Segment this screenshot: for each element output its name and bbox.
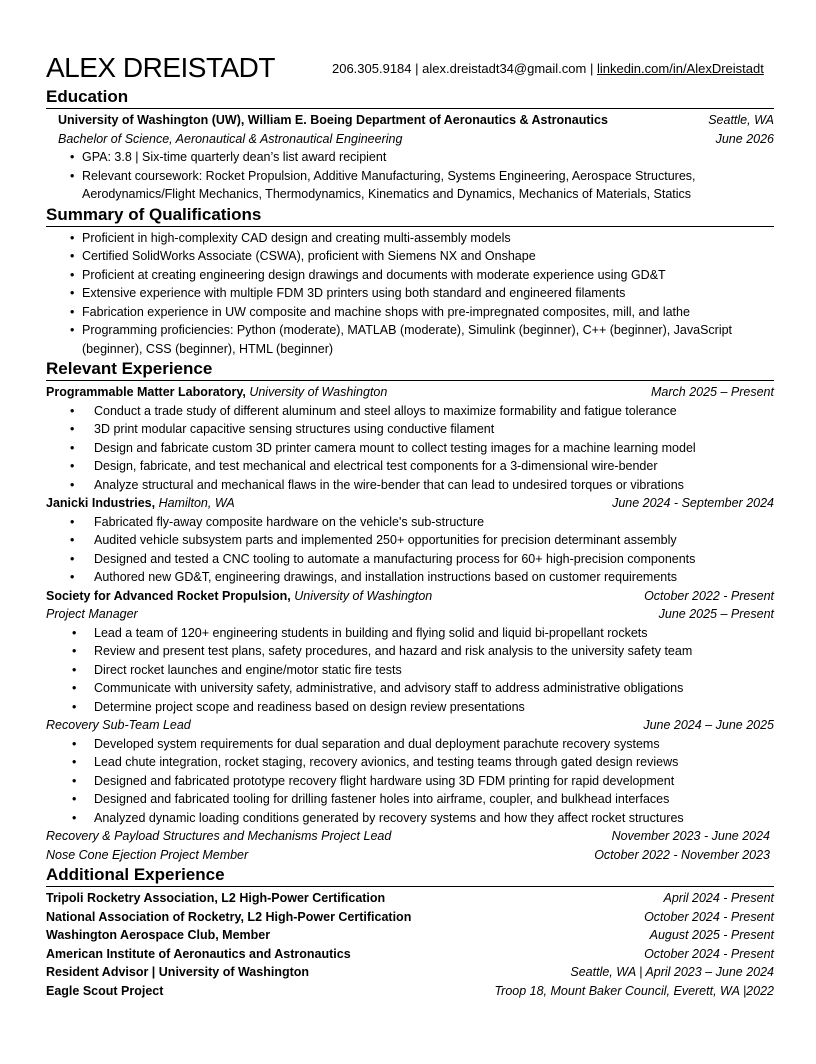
employer: Janicki Industries, (46, 496, 156, 510)
job-header-janicki (46, 494, 774, 513)
contact-line (332, 51, 764, 87)
job-date: June 2024 - September 2024 (612, 496, 774, 510)
role-date: June 2024 – June 2025 (643, 718, 774, 732)
additional-item: Tripoli Rocketry Association, L2 High-Power Certification April 2024 - Present (46, 891, 774, 905)
list-item: • Lead a team of 120+ engineering students in building and flying solid and liquid bi-propellant rockets (46, 624, 774, 643)
qualification-bullets (46, 229, 774, 340)
resume-header (46, 50, 774, 86)
separator: | (411, 61, 423, 76)
additional-item: American Institute of Aeronautics and Astronautics October 2024 - Present (46, 946, 774, 961)
job-date: October 2022 - Present (644, 588, 774, 603)
graduation-date: June 2026 (715, 131, 774, 146)
resume-page (46, 50, 774, 1000)
list-item: • Authored new GD&T, engineering drawings, and installation instructions based on customer requirements (46, 568, 774, 587)
job-bullets-pml (46, 402, 774, 495)
role-bullets (46, 735, 774, 828)
list-item: • Proficient at creating engineering design drawings and documents with moderate experience using GD&T (46, 266, 774, 285)
list-item: • Proficient in high-complexity CAD design and creating multi-assembly models (46, 229, 774, 248)
list-item: • Design, fabricate, and test mechanical and electrical test components for a 3-dimensional wire-bender (46, 457, 774, 476)
education-bullets (46, 148, 774, 185)
role-title: Recovery Sub-Team Lead (46, 718, 191, 732)
education-school-row (46, 111, 774, 130)
role-header (46, 716, 774, 735)
section-title-experience: Relevant Experience (46, 358, 774, 381)
additional-item: Washington Aerospace Club, Member August 2025 - Present (46, 928, 774, 942)
list-item: • Review and present test plans, safety procedures, and hazard and risk analysis to the university safety team (46, 642, 774, 661)
list-item: • Audited vehicle subsystem parts and implemented 250+ opportunities for precision determinant assembly (46, 531, 774, 550)
list-item: • Fabrication experience in UW composite and machine shops with pre-impregnated composites, mill, and lathe (46, 303, 774, 322)
job-date: March 2025 – Present (651, 385, 774, 399)
list-item: • Designed and fabricated tooling for drilling fastener holes into airframe, coupler, and bulkhead interfaces (46, 790, 774, 809)
role-header (46, 605, 774, 624)
additional-item: National Association of Rocketry, L2 High-Power Certification October 2024 - Present (46, 909, 774, 924)
school-location: Seattle, WA (708, 113, 774, 127)
role-bullets (46, 624, 774, 717)
school-name: University of Washington (UW), William E. Boeing Department of Aeronautics & Astronautics (58, 113, 608, 127)
role-date: June 2025 – Present (658, 607, 774, 621)
list-item: • Analyze structural and mechanical flaws in the wire-bender that can lead to undesired torques or vibrations (46, 476, 774, 495)
list-item: • Communicate with university safety, administrative, and advisory staff to address administrative obligations (46, 679, 774, 698)
list-item: • Conduct a trade study of different aluminum and steel alloys to maximize formability and fatigue tolerance (46, 402, 774, 421)
list-item: • Programming proficiencies: Python (moderate), MATLAB (moderate), Simulink (beginner), C++ (beginner), JavaScript (46, 321, 774, 340)
list-item: • Analyzed dynamic loading conditions generated by recovery systems and how they affect rocket structures (46, 809, 774, 828)
phone-number: 206.305.9184 (331, 61, 412, 76)
role-title: Recovery & Payload Structures and Mechanisms Project Lead (46, 829, 392, 843)
linkedin-link[interactable]: linkedin.com/in/AlexDreistadt (596, 61, 764, 76)
list-item: • GPA: 3.8 | Six-time quarterly dean’s list award recipient (46, 148, 774, 167)
list-item: • Designed and tested a CNC tooling to automate a manufacturing process for 60+ high-precision components (46, 550, 774, 569)
role-title: Project Manager (46, 607, 138, 621)
education-degree-row (46, 130, 774, 149)
list-item: • Direct rocket launches and engine/motor static fire tests (46, 661, 774, 680)
list-item: • Relevant coursework: Rocket Propulsion, Additive Manufacturing, Systems Engineering, Aerospace Structures, (46, 167, 774, 186)
employer: Programmable Matter Laboratory, (46, 385, 246, 399)
list-item-continuation: Aerodynamics/Flight Mechanics, Thermodynamics, Kinematics and Dynamics, Mechanics of Materials, Statics (82, 187, 692, 201)
additional-list (46, 889, 774, 1000)
list-item: • Lead chute integration, rocket staging, recovery avionics, and testing teams through gated design reviews (46, 753, 774, 772)
list-item: • Designed and fabricated prototype recovery flight hardware using 3D FDM printing for rapid development (46, 772, 774, 791)
employer-place: University of Washington (294, 588, 433, 603)
list-item-continuation: (beginner), CSS (beginner), HTML (beginner) (82, 341, 334, 356)
role-header (46, 846, 774, 865)
role-date: October 2022 - November 2023 (594, 847, 770, 862)
employer-place: Hamilton, WA (158, 496, 235, 510)
list-item: • Determine project scope and readiness based on design review presentations (46, 698, 774, 717)
role-header (46, 827, 774, 846)
list-item: • Fabricated fly-away composite hardware on the vehicle's sub-structure (46, 513, 774, 532)
email-address: alex.dreistadt34@gmail.com (422, 61, 587, 76)
list-item: • Design and fabricate custom 3D printer camera mount to collect testing images for a machine learning model (46, 439, 774, 458)
section-title-qualifications: Summary of Qualifications (46, 204, 774, 227)
job-header-sarp (46, 587, 774, 606)
section-title-education: Education (46, 86, 774, 109)
role-date: November 2023 - June 2024 (611, 829, 770, 843)
job-header-pml (46, 383, 774, 402)
employer-place: University of Washington (249, 385, 388, 399)
list-item: • Certified SolidWorks Associate (CSWA), proficient with Siemens NX and Onshape (46, 247, 774, 266)
candidate-name: ALEX DREISTADT (46, 52, 275, 83)
job-bullets-janicki (46, 513, 774, 587)
role-title: Nose Cone Ejection Project Member (46, 847, 249, 862)
employer: Society for Advanced Rocket Propulsion, (46, 588, 291, 603)
list-item: • 3D print modular capacitive sensing structures using conductive filament (46, 420, 774, 439)
additional-item: Eagle Scout Project Troop 18, Mount Baker Council, Everett, WA |2022 (46, 983, 774, 998)
section-title-additional: Additional Experience (46, 864, 774, 887)
separator: | (586, 61, 597, 76)
list-item: • Developed system requirements for dual separation and dual deployment parachute recovery systems (46, 735, 774, 754)
additional-item: Resident Advisor | University of Washington Seattle, WA | April 2023 – June 2024 (46, 965, 774, 979)
list-item: • Extensive experience with multiple FDM 3D printers using both standard and engineered filaments (46, 284, 774, 303)
degree: Bachelor of Science, Aeronautical & Astronautical Engineering (58, 131, 403, 146)
